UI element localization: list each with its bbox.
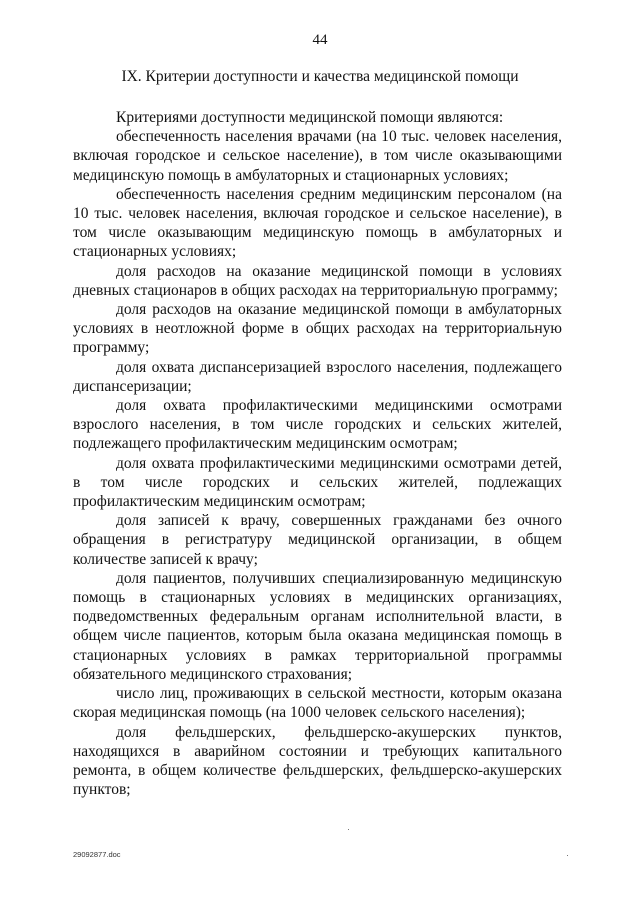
paragraph-criterion: доля записей к врачу, совершенных гражданами без очного обращения в регистратуру медицинской организации, в общем количестве записей к врачу; (73, 512, 562, 568)
paragraph-criterion: обеспеченность населения врачами (на 10 тыс. человек населения, включая городское и сельское население), в том числе оказывающими медицинскую помощь в амбулаторных и стационарных условиях; (73, 128, 562, 184)
paragraph-criterion: доля охвата профилактическими медицинскими осмотрами взрослого населения, в том числе городских и сельских жителей, подлежащего профилактическим медицинским осмотрам; (73, 397, 562, 453)
scan-speck (348, 829, 349, 830)
section-title: IX. Критерии доступности и качества медицинской помощи (121, 68, 519, 85)
paragraph-criterion: доля расходов на оказание медицинской помощи в условиях дневных стационаров в общих расходах на территориальную программу; (73, 262, 562, 299)
scan-speck (567, 855, 568, 856)
paragraph-criterion: доля расходов на оказание медицинской помощи в амбулаторных условиях в неотложной форме в общих расходах на территориальную программу; (73, 301, 562, 357)
paragraph-criterion: доля пациентов, получивших специализированную медицинскую помощь в стационарных условиях в медицинских организациях, подведомственных федеральным органам исполнительной власти, в общем числе пациентов, которым была оказана медицинская помощь в стационарных условиях в рамках территориальной программы обязательного медицинского страхования; (73, 569, 562, 683)
document-body (73, 108, 562, 799)
paragraph-criterion: доля охвата профилактическими медицинскими осмотрами детей, в том числе городских и сельских жителей, подлежащих профилактическим медицинским осмотрам; (73, 454, 562, 511)
paragraph-criterion: обеспеченность населения средним медицинским персоналом (на 10 тыс. человек населения, включая городское и сельское население), в том числе оказывающим медицинскую помощь в амбулаторных и стационарных условиях; (73, 185, 562, 261)
page-number: 44 (312, 32, 328, 48)
paragraph-criterion: число лиц, проживающих в сельской местности, которым оказана скорая медицинская помощь (на 1000 человек сельского населения); (73, 685, 562, 722)
paragraph-criterion: доля фельдшерских, фельдшерско-акушерских пунктов, находящихся в аварийном состоянии и требующих капитального ремонта, в общем количестве фельдшерских, фельдшерско-акушерских пунктов; (73, 723, 562, 799)
paragraph-intro: Критериями доступности медицинской помощи являются: (116, 109, 504, 126)
paragraph-criterion: доля охвата диспансеризацией взрослого населения, подлежащего диспансеризации; (73, 358, 562, 395)
footer-filename: 29092877.doc (73, 850, 121, 859)
